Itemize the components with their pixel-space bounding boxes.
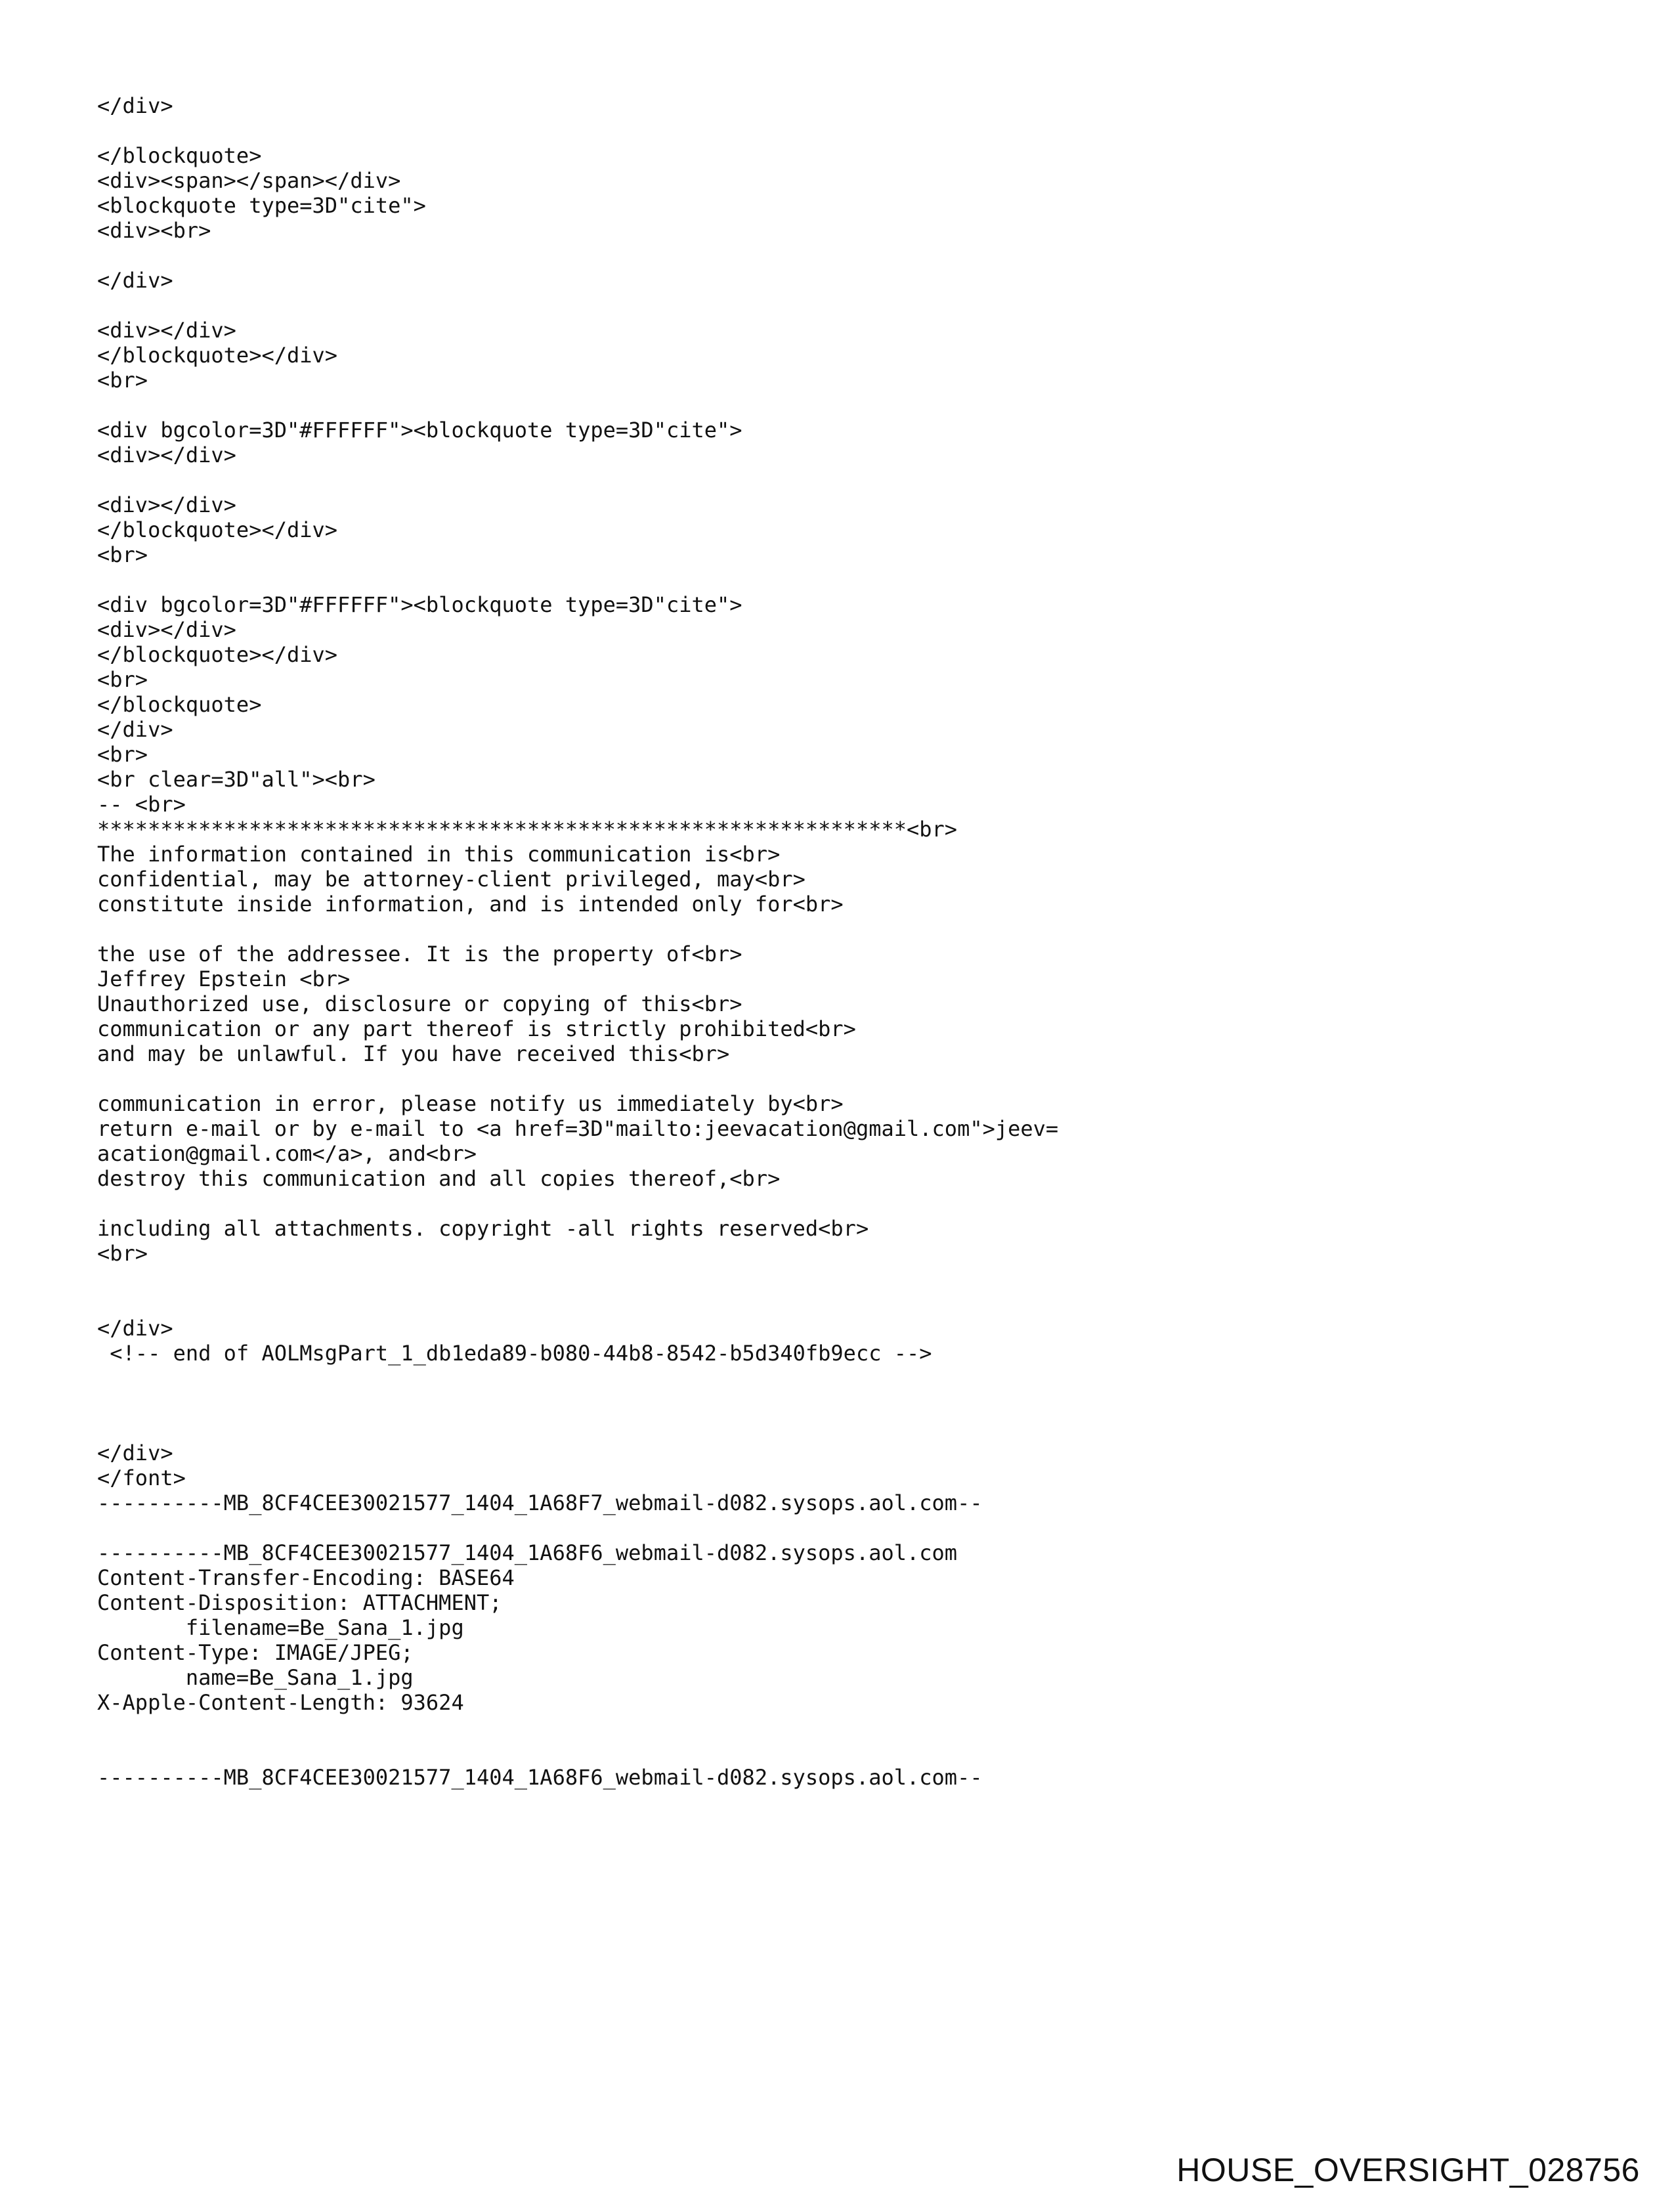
document-line: <div></div> <box>97 443 236 467</box>
document-line: ----------MB_8CF4CEE30021577_1404_1A68F6_webmail-d082.sysops.aol.com <box>97 1540 958 1565</box>
document-line <box>97 1740 1058 1765</box>
document-line: <div></div> <box>97 617 236 642</box>
document-line: <br> <box>97 742 148 767</box>
document-line: <br> <box>97 542 148 567</box>
document-line: The information contained in this communication is<br> <box>97 842 781 867</box>
document-line: communication in error, please notify us immediately by<br> <box>97 1091 844 1116</box>
document-line: <div><br> <box>97 218 211 243</box>
document-line: acation@gmail.com</a>, and<br> <box>97 1141 477 1166</box>
document-line: </font> <box>97 1465 186 1490</box>
document-line: </blockquote></div> <box>97 517 338 542</box>
document-line <box>97 293 1058 318</box>
document-line: <!-- end of AOLMsgPart_1_db1eda89-b080-44b8-8542-b5d340fb9ecc --> <box>97 1341 932 1366</box>
document-line: </blockquote> <box>97 143 262 168</box>
document-line: including all attachments. copyright -all rights reserved<br> <box>97 1216 869 1241</box>
document-line <box>97 1291 1058 1316</box>
document-line <box>97 1191 1058 1216</box>
document-line: <div></div> <box>97 318 236 343</box>
document-line: confidential, may be attorney-client privileged, may<br> <box>97 867 805 892</box>
document-line: </div> <box>97 1441 173 1465</box>
document-line: <div></div> <box>97 492 236 517</box>
email-source-text <box>97 93 1058 1790</box>
document-line: <div bgcolor=3D"#FFFFFF"><blockquote type=3D"cite"> <box>97 592 742 617</box>
document-line: and may be unlawful. If you have received this<br> <box>97 1041 730 1066</box>
document-line: Unauthorized use, disclosure or copying of this<br> <box>97 991 742 1016</box>
document-line: ----------MB_8CF4CEE30021577_1404_1A68F7_webmail-d082.sysops.aol.com-- <box>97 1490 983 1515</box>
document-line: Content-Type: IMAGE/JPEG; <box>97 1640 414 1665</box>
document-line <box>97 1416 1058 1441</box>
document-line: </div> <box>97 93 173 118</box>
document-line: ****************************************************************<br> <box>97 817 958 842</box>
document-line: </div> <box>97 1316 173 1341</box>
document-line <box>97 1515 1058 1540</box>
document-line: <div bgcolor=3D"#FFFFFF"><blockquote type=3D"cite"> <box>97 418 742 443</box>
document-line: communication or any part thereof is strictly prohibited<br> <box>97 1016 856 1041</box>
document-line: </div> <box>97 268 173 293</box>
document-line <box>97 118 1058 143</box>
document-line <box>97 1066 1058 1091</box>
document-line: <div><span></span></div> <box>97 168 401 193</box>
document-line <box>97 393 1058 418</box>
document-line: constitute inside information, and is intended only for<br> <box>97 892 844 917</box>
document-line <box>97 1366 1058 1391</box>
document-line: <blockquote type=3D"cite"> <box>97 193 426 218</box>
document-line: </blockquote> <box>97 692 262 717</box>
document-line <box>97 917 1058 942</box>
document-line: filename=Be_Sana_1.jpg <box>97 1615 464 1640</box>
document-line: Content-Transfer-Encoding: BASE64 <box>97 1565 515 1590</box>
document-line: destroy this communication and all copies thereof,<br> <box>97 1166 781 1191</box>
document-line: name=Be_Sana_1.jpg <box>97 1665 414 1690</box>
document-line: return e-mail or by e-mail to <a href=3D"mailto:jeevacation@gmail.com">jeev= <box>97 1116 1059 1141</box>
document-line <box>97 467 1058 492</box>
document-line: ----------MB_8CF4CEE30021577_1404_1A68F6_webmail-d082.sysops.aol.com-- <box>97 1765 983 1790</box>
document-line: the use of the addressee. It is the property of<br> <box>97 942 742 966</box>
document-line <box>97 1391 1058 1416</box>
document-line: </blockquote></div> <box>97 343 338 368</box>
bates-number: HOUSE_OVERSIGHT_028756 <box>1176 2152 1640 2188</box>
document-line <box>97 243 1058 268</box>
document-line: Content-Disposition: ATTACHMENT; <box>97 1590 502 1615</box>
document-line: -- <br> <box>97 792 186 817</box>
document-line <box>97 1715 1058 1740</box>
document-line <box>97 1266 1058 1291</box>
document-line: X-Apple-Content-Length: 93624 <box>97 1690 464 1715</box>
document-line <box>97 567 1058 592</box>
document-line: <br> <box>97 667 148 692</box>
document-line: <br> <box>97 1241 148 1266</box>
document-line: </blockquote></div> <box>97 642 338 667</box>
document-line: </div> <box>97 717 173 742</box>
document-line: <br clear=3D"all"><br> <box>97 767 376 792</box>
document-line: Jeffrey Epstein <br> <box>97 966 351 991</box>
document-line: <br> <box>97 368 148 393</box>
